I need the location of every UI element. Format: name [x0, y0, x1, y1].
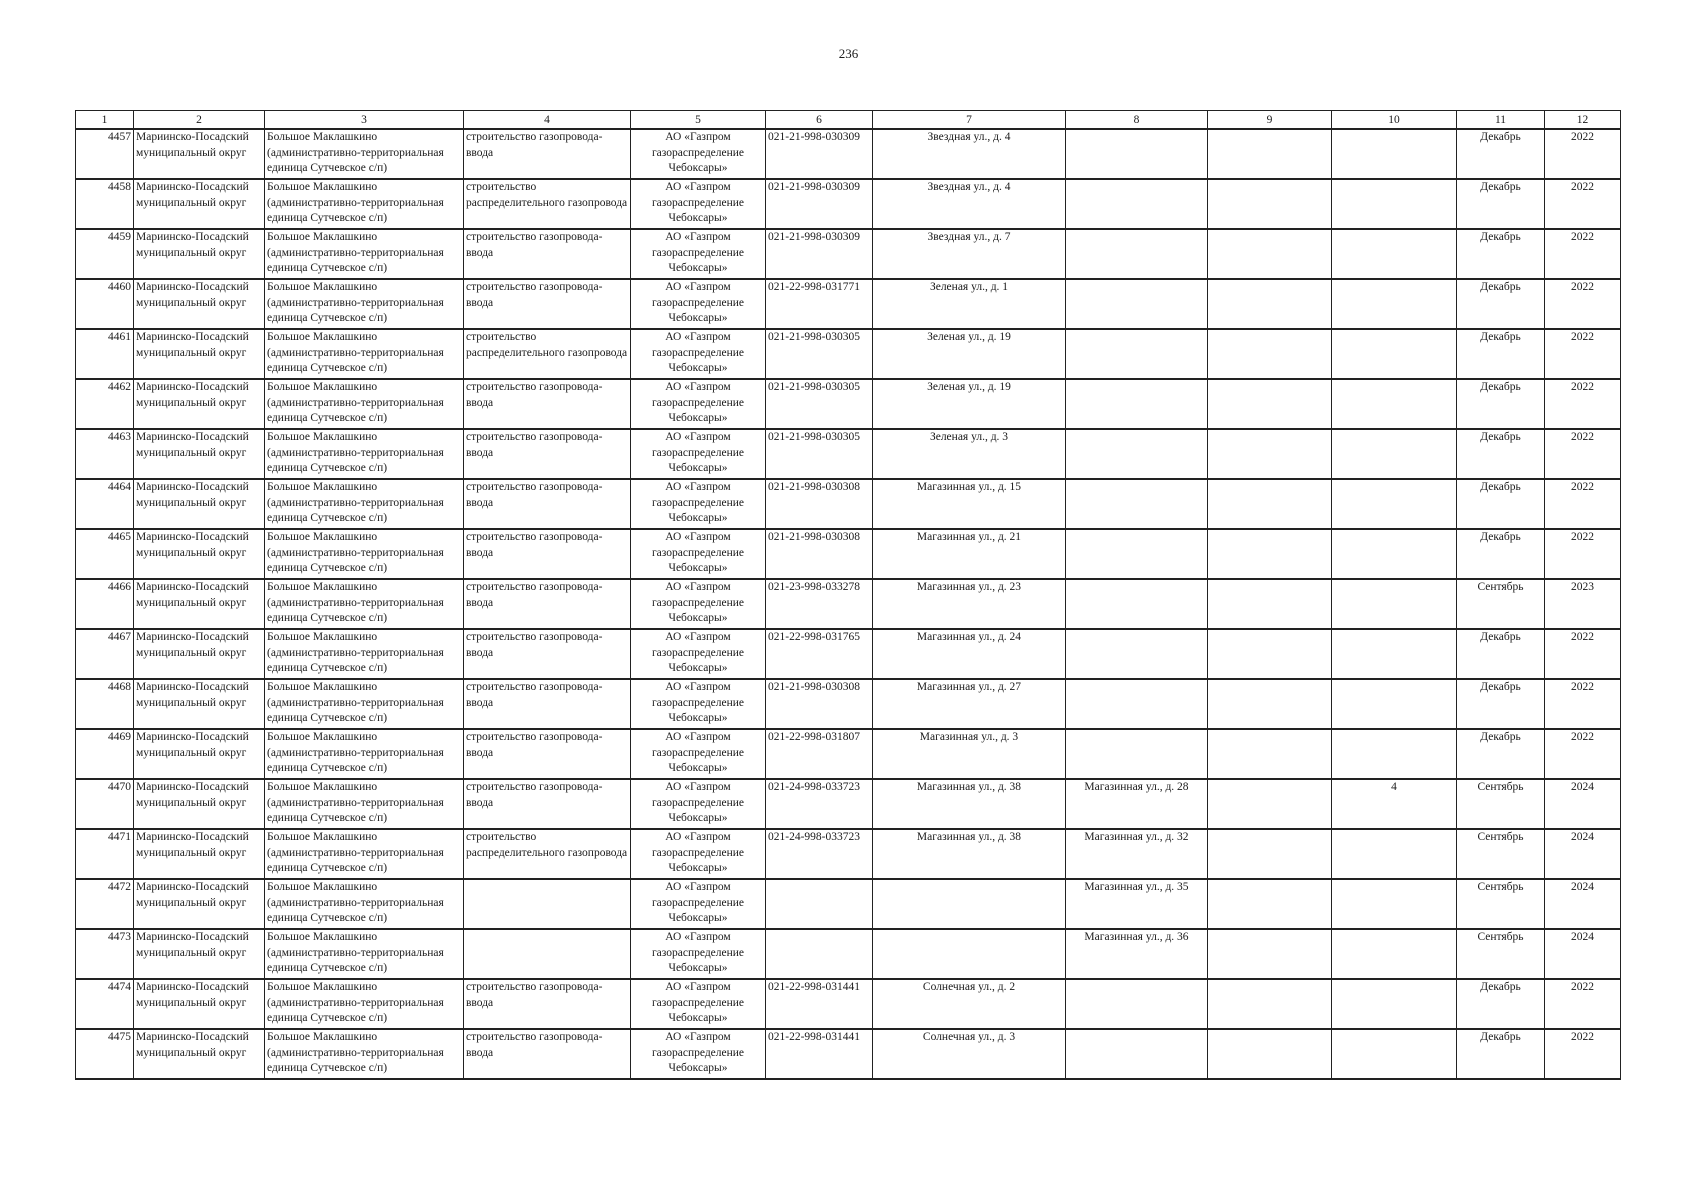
cell-col-10 — [1332, 829, 1457, 879]
cell-code: 021-21-998-030308 — [766, 679, 873, 729]
cell-work-type: строительство распределительного газопровода — [464, 329, 631, 379]
cell-number: 4462 — [76, 379, 134, 429]
cell-month: Декабрь — [1457, 479, 1545, 529]
cell-col-9 — [1208, 879, 1332, 929]
cell-district: Мариинско-Посадский муниципальный округ — [134, 129, 265, 179]
cell-organization: АО «Газпром газораспределение Чебоксары» — [631, 479, 766, 529]
cell-month: Сентябрь — [1457, 579, 1545, 629]
cell-col-10 — [1332, 729, 1457, 779]
cell-number: 4471 — [76, 829, 134, 879]
cell-work-type: строительство газопровода-ввода — [464, 979, 631, 1029]
cell-month: Декабрь — [1457, 329, 1545, 379]
cell-code: 021-22-998-031765 — [766, 629, 873, 679]
table-row — [76, 729, 1621, 779]
cell-locality: Большое Маклашкино (административно-территориальная единица Сутчевское с/п) — [265, 429, 464, 479]
column-header-2: 2 — [134, 111, 265, 130]
cell-work-type: строительство распределительного газопровода — [464, 829, 631, 879]
cell-locality: Большое Маклашкино (административно-территориальная единица Сутчевское с/п) — [265, 129, 464, 179]
cell-locality: Большое Маклашкино (административно-территориальная единица Сутчевское с/п) — [265, 479, 464, 529]
column-header-3: 3 — [265, 111, 464, 130]
cell-col-9 — [1208, 829, 1332, 879]
cell-locality: Большое Маклашкино (административно-территориальная единица Сутчевское с/п) — [265, 729, 464, 779]
cell-locality: Большое Маклашкино (административно-территориальная единица Сутчевское с/п) — [265, 229, 464, 279]
cell-district: Мариинско-Посадский муниципальный округ — [134, 629, 265, 679]
cell-col-10 — [1332, 879, 1457, 929]
cell-month: Декабрь — [1457, 529, 1545, 579]
cell-district: Мариинско-Посадский муниципальный округ — [134, 879, 265, 929]
cell-number: 4474 — [76, 979, 134, 1029]
cell-district: Мариинско-Посадский муниципальный округ — [134, 529, 265, 579]
cell-address: Зеленая ул., д. 19 — [873, 379, 1066, 429]
cell-district: Мариинско-Посадский муниципальный округ — [134, 729, 265, 779]
cell-number: 4473 — [76, 929, 134, 979]
cell-number: 4475 — [76, 1029, 134, 1079]
cell-organization: АО «Газпром газораспределение Чебоксары» — [631, 279, 766, 329]
cell-locality: Большое Маклашкино (административно-территориальная единица Сутчевское с/п) — [265, 829, 464, 879]
cell-address: Магазинная ул., д. 38 — [873, 779, 1066, 829]
cell-month: Декабрь — [1457, 429, 1545, 479]
cell-year: 2022 — [1545, 679, 1621, 729]
cell-address-2 — [1066, 579, 1208, 629]
cell-address: Солнечная ул., д. 3 — [873, 1029, 1066, 1079]
column-header-9: 9 — [1208, 111, 1332, 130]
cell-work-type: строительство газопровода-ввода — [464, 429, 631, 479]
cell-code: 021-22-998-031441 — [766, 979, 873, 1029]
cell-organization: АО «Газпром газораспределение Чебоксары» — [631, 129, 766, 179]
cell-number: 4467 — [76, 629, 134, 679]
cell-address-2 — [1066, 979, 1208, 1029]
cell-organization: АО «Газпром газораспределение Чебоксары» — [631, 629, 766, 679]
cell-year: 2022 — [1545, 479, 1621, 529]
cell-col-10 — [1332, 279, 1457, 329]
cell-work-type: строительство газопровода-ввода — [464, 1029, 631, 1079]
cell-col-9 — [1208, 179, 1332, 229]
cell-month: Декабрь — [1457, 179, 1545, 229]
table-row — [76, 329, 1621, 379]
cell-month: Декабрь — [1457, 379, 1545, 429]
cell-col-9 — [1208, 779, 1332, 829]
cell-code — [766, 879, 873, 929]
cell-address: Магазинная ул., д. 3 — [873, 729, 1066, 779]
cell-district: Мариинско-Посадский муниципальный округ — [134, 429, 265, 479]
cell-code — [766, 929, 873, 979]
cell-month: Сентябрь — [1457, 929, 1545, 979]
cell-address: Магазинная ул., д. 21 — [873, 529, 1066, 579]
cell-organization: АО «Газпром газораспределение Чебоксары» — [631, 929, 766, 979]
cell-col-10 — [1332, 479, 1457, 529]
cell-year: 2023 — [1545, 579, 1621, 629]
cell-locality: Большое Маклашкино (административно-территориальная единица Сутчевское с/п) — [265, 379, 464, 429]
cell-locality: Большое Маклашкино (административно-территориальная единица Сутчевское с/п) — [265, 579, 464, 629]
cell-address-2: Магазинная ул., д. 32 — [1066, 829, 1208, 879]
cell-col-9 — [1208, 529, 1332, 579]
cell-organization: АО «Газпром газораспределение Чебоксары» — [631, 979, 766, 1029]
cell-work-type: строительство газопровода-ввода — [464, 679, 631, 729]
cell-col-9 — [1208, 1029, 1332, 1079]
cell-col-9 — [1208, 479, 1332, 529]
table-row — [76, 229, 1621, 279]
cell-number: 4469 — [76, 729, 134, 779]
cell-code: 021-21-998-030308 — [766, 529, 873, 579]
cell-district: Мариинско-Посадский муниципальный округ — [134, 679, 265, 729]
table-row — [76, 179, 1621, 229]
cell-address-2 — [1066, 1029, 1208, 1079]
cell-address-2 — [1066, 379, 1208, 429]
cell-address: Звездная ул., д. 7 — [873, 229, 1066, 279]
cell-year: 2024 — [1545, 879, 1621, 929]
cell-number: 4460 — [76, 279, 134, 329]
cell-address: Зеленая ул., д. 19 — [873, 329, 1066, 379]
table-row — [76, 779, 1621, 829]
cell-year: 2022 — [1545, 429, 1621, 479]
cell-year: 2022 — [1545, 1029, 1621, 1079]
cell-locality: Большое Маклашкино (административно-территориальная единица Сутчевское с/п) — [265, 979, 464, 1029]
cell-number: 4468 — [76, 679, 134, 729]
cell-year: 2024 — [1545, 929, 1621, 979]
cell-work-type: строительство газопровода-ввода — [464, 279, 631, 329]
cell-address: Магазинная ул., д. 38 — [873, 829, 1066, 879]
table-row — [76, 879, 1621, 929]
cell-col-10 — [1332, 179, 1457, 229]
cell-month: Декабрь — [1457, 679, 1545, 729]
table-row — [76, 129, 1621, 179]
cell-code: 021-21-998-030309 — [766, 179, 873, 229]
cell-work-type: строительство газопровода-ввода — [464, 229, 631, 279]
cell-district: Мариинско-Посадский муниципальный округ — [134, 329, 265, 379]
cell-work-type — [464, 879, 631, 929]
cell-address-2: Магазинная ул., д. 36 — [1066, 929, 1208, 979]
cell-code: 021-24-998-033723 — [766, 829, 873, 879]
cell-col-9 — [1208, 279, 1332, 329]
cell-address-2 — [1066, 679, 1208, 729]
cell-organization: АО «Газпром газораспределение Чебоксары» — [631, 379, 766, 429]
cell-address: Зеленая ул., д. 1 — [873, 279, 1066, 329]
table-row — [76, 379, 1621, 429]
cell-year: 2024 — [1545, 829, 1621, 879]
cell-address — [873, 879, 1066, 929]
cell-organization: АО «Газпром газораспределение Чебоксары» — [631, 879, 766, 929]
cell-work-type: строительство газопровода-ввода — [464, 729, 631, 779]
column-header-1: 1 — [76, 111, 134, 130]
cell-col-10 — [1332, 629, 1457, 679]
cell-work-type: строительство газопровода-ввода — [464, 129, 631, 179]
cell-work-type: строительство газопровода-ввода — [464, 629, 631, 679]
cell-year: 2022 — [1545, 329, 1621, 379]
table-row — [76, 279, 1621, 329]
table-row — [76, 529, 1621, 579]
column-header-8: 8 — [1066, 111, 1208, 130]
cell-col-10: 4 — [1332, 779, 1457, 829]
cell-col-9 — [1208, 429, 1332, 479]
cell-number: 4459 — [76, 229, 134, 279]
cell-address-2 — [1066, 479, 1208, 529]
cell-work-type: строительство газопровода-ввода — [464, 379, 631, 429]
cell-code: 021-21-998-030309 — [766, 129, 873, 179]
register-table — [75, 110, 1621, 1080]
cell-organization: АО «Газпром газораспределение Чебоксары» — [631, 429, 766, 479]
cell-col-9 — [1208, 379, 1332, 429]
cell-col-9 — [1208, 679, 1332, 729]
cell-col-9 — [1208, 129, 1332, 179]
cell-district: Мариинско-Посадский муниципальный округ — [134, 829, 265, 879]
cell-address-2 — [1066, 329, 1208, 379]
cell-month: Сентябрь — [1457, 879, 1545, 929]
cell-locality: Большое Маклашкино (административно-территориальная единица Сутчевское с/п) — [265, 179, 464, 229]
cell-col-9 — [1208, 629, 1332, 679]
cell-address-2 — [1066, 729, 1208, 779]
cell-organization: АО «Газпром газораспределение Чебоксары» — [631, 579, 766, 629]
cell-month: Декабрь — [1457, 1029, 1545, 1079]
cell-col-10 — [1332, 979, 1457, 1029]
table-row — [76, 829, 1621, 879]
cell-col-9 — [1208, 979, 1332, 1029]
page-number: 236 — [838, 46, 859, 61]
cell-code: 021-21-998-030309 — [766, 229, 873, 279]
cell-district: Мариинско-Посадский муниципальный округ — [134, 479, 265, 529]
cell-address: Магазинная ул., д. 23 — [873, 579, 1066, 629]
column-header-12: 12 — [1545, 111, 1621, 130]
cell-locality: Большое Маклашкино (административно-территориальная единица Сутчевское с/п) — [265, 879, 464, 929]
cell-number: 4463 — [76, 429, 134, 479]
cell-address-2 — [1066, 529, 1208, 579]
cell-district: Мариинско-Посадский муниципальный округ — [134, 279, 265, 329]
cell-district: Мариинско-Посадский муниципальный округ — [134, 1029, 265, 1079]
cell-address-2 — [1066, 629, 1208, 679]
cell-year: 2022 — [1545, 129, 1621, 179]
cell-month: Декабрь — [1457, 129, 1545, 179]
cell-organization: АО «Газпром газораспределение Чебоксары» — [631, 729, 766, 779]
column-header-7: 7 — [873, 111, 1066, 130]
cell-number: 4458 — [76, 179, 134, 229]
cell-year: 2022 — [1545, 379, 1621, 429]
cell-col-9 — [1208, 329, 1332, 379]
cell-year: 2022 — [1545, 229, 1621, 279]
cell-number: 4472 — [76, 879, 134, 929]
cell-number: 4470 — [76, 779, 134, 829]
column-header-4: 4 — [464, 111, 631, 130]
cell-district: Мариинско-Посадский муниципальный округ — [134, 779, 265, 829]
cell-locality: Большое Маклашкино (административно-территориальная единица Сутчевское с/п) — [265, 1029, 464, 1079]
cell-address-2 — [1066, 229, 1208, 279]
cell-code: 021-21-998-030305 — [766, 329, 873, 379]
cell-col-9 — [1208, 729, 1332, 779]
cell-work-type: строительство распределительного газопровода — [464, 179, 631, 229]
cell-year: 2022 — [1545, 979, 1621, 1029]
table-row — [76, 479, 1621, 529]
column-header-6: 6 — [766, 111, 873, 130]
cell-organization: АО «Газпром газораспределение Чебоксары» — [631, 679, 766, 729]
cell-locality: Большое Маклашкино (административно-территориальная единица Сутчевское с/п) — [265, 779, 464, 829]
cell-number: 4457 — [76, 129, 134, 179]
cell-organization: АО «Газпром газораспределение Чебоксары» — [631, 179, 766, 229]
cell-month: Декабрь — [1457, 729, 1545, 779]
cell-col-10 — [1332, 329, 1457, 379]
cell-address-2 — [1066, 129, 1208, 179]
cell-district: Мариинско-Посадский муниципальный округ — [134, 379, 265, 429]
table-row — [76, 629, 1621, 679]
cell-district: Мариинско-Посадский муниципальный округ — [134, 929, 265, 979]
cell-district: Мариинско-Посадский муниципальный округ — [134, 229, 265, 279]
cell-address-2: Магазинная ул., д. 28 — [1066, 779, 1208, 829]
cell-number: 4465 — [76, 529, 134, 579]
cell-address: Магазинная ул., д. 15 — [873, 479, 1066, 529]
cell-year: 2022 — [1545, 629, 1621, 679]
table-row — [76, 679, 1621, 729]
cell-address: Звездная ул., д. 4 — [873, 179, 1066, 229]
cell-work-type: строительство газопровода-ввода — [464, 779, 631, 829]
cell-locality: Большое Маклашкино (административно-территориальная единица Сутчевское с/п) — [265, 279, 464, 329]
table-row — [76, 429, 1621, 479]
cell-locality: Большое Маклашкино (административно-территориальная единица Сутчевское с/п) — [265, 529, 464, 579]
cell-code: 021-23-998-033278 — [766, 579, 873, 629]
cell-code: 021-21-998-030305 — [766, 379, 873, 429]
cell-address — [873, 929, 1066, 979]
table-body — [76, 129, 1621, 1079]
cell-address-2 — [1066, 429, 1208, 479]
cell-month: Декабрь — [1457, 629, 1545, 679]
table-row — [76, 979, 1621, 1029]
cell-col-10 — [1332, 929, 1457, 979]
cell-year: 2022 — [1545, 729, 1621, 779]
cell-locality: Большое Маклашкино (административно-территориальная единица Сутчевское с/п) — [265, 629, 464, 679]
column-header-10: 10 — [1332, 111, 1457, 130]
cell-col-10 — [1332, 129, 1457, 179]
cell-address: Магазинная ул., д. 24 — [873, 629, 1066, 679]
cell-organization: АО «Газпром газораспределение Чебоксары» — [631, 229, 766, 279]
table-row — [76, 579, 1621, 629]
cell-year: 2022 — [1545, 529, 1621, 579]
cell-number: 4466 — [76, 579, 134, 629]
cell-organization: АО «Газпром газораспределение Чебоксары» — [631, 779, 766, 829]
cell-month: Декабрь — [1457, 229, 1545, 279]
cell-code: 021-22-998-031807 — [766, 729, 873, 779]
cell-work-type: строительство газопровода-ввода — [464, 579, 631, 629]
cell-month: Сентябрь — [1457, 779, 1545, 829]
cell-work-type: строительство газопровода-ввода — [464, 479, 631, 529]
column-header-11: 11 — [1457, 111, 1545, 130]
cell-year: 2022 — [1545, 179, 1621, 229]
cell-col-10 — [1332, 1029, 1457, 1079]
cell-col-10 — [1332, 429, 1457, 479]
cell-locality: Большое Маклашкино (административно-территориальная единица Сутчевское с/п) — [265, 929, 464, 979]
cell-organization: АО «Газпром газораспределение Чебоксары» — [631, 529, 766, 579]
table-row — [76, 929, 1621, 979]
cell-code: 021-21-998-030308 — [766, 479, 873, 529]
cell-district: Мариинско-Посадский муниципальный округ — [134, 979, 265, 1029]
cell-col-9 — [1208, 579, 1332, 629]
cell-locality: Большое Маклашкино (административно-территориальная единица Сутчевское с/п) — [265, 329, 464, 379]
cell-address-2: Магазинная ул., д. 35 — [1066, 879, 1208, 929]
cell-code: 021-22-998-031441 — [766, 1029, 873, 1079]
cell-address: Солнечная ул., д. 2 — [873, 979, 1066, 1029]
cell-number: 4464 — [76, 479, 134, 529]
cell-locality: Большое Маклашкино (административно-территориальная единица Сутчевское с/п) — [265, 679, 464, 729]
cell-month: Декабрь — [1457, 279, 1545, 329]
cell-organization: АО «Газпром газораспределение Чебоксары» — [631, 829, 766, 879]
cell-work-type — [464, 929, 631, 979]
cell-organization: АО «Газпром газораспределение Чебоксары» — [631, 1029, 766, 1079]
cell-year: 2022 — [1545, 279, 1621, 329]
cell-col-9 — [1208, 929, 1332, 979]
cell-col-9 — [1208, 229, 1332, 279]
cell-organization: АО «Газпром газораспределение Чебоксары» — [631, 329, 766, 379]
header-row — [76, 111, 1621, 130]
cell-code: 021-21-998-030305 — [766, 429, 873, 479]
cell-code: 021-22-998-031771 — [766, 279, 873, 329]
cell-address: Звездная ул., д. 4 — [873, 129, 1066, 179]
cell-month: Декабрь — [1457, 979, 1545, 1029]
cell-year: 2024 — [1545, 779, 1621, 829]
cell-col-10 — [1332, 229, 1457, 279]
cell-month: Сентябрь — [1457, 829, 1545, 879]
cell-col-10 — [1332, 579, 1457, 629]
cell-code: 021-24-998-033723 — [766, 779, 873, 829]
cell-col-10 — [1332, 679, 1457, 729]
column-header-5: 5 — [631, 111, 766, 130]
cell-col-10 — [1332, 529, 1457, 579]
cell-address-2 — [1066, 279, 1208, 329]
table-header — [76, 111, 1621, 130]
cell-district: Мариинско-Посадский муниципальный округ — [134, 579, 265, 629]
cell-district: Мариинско-Посадский муниципальный округ — [134, 179, 265, 229]
cell-address: Магазинная ул., д. 27 — [873, 679, 1066, 729]
cell-number: 4461 — [76, 329, 134, 379]
cell-col-10 — [1332, 379, 1457, 429]
cell-address-2 — [1066, 179, 1208, 229]
table-row — [76, 1029, 1621, 1079]
cell-work-type: строительство газопровода-ввода — [464, 529, 631, 579]
cell-address: Зеленая ул., д. 3 — [873, 429, 1066, 479]
